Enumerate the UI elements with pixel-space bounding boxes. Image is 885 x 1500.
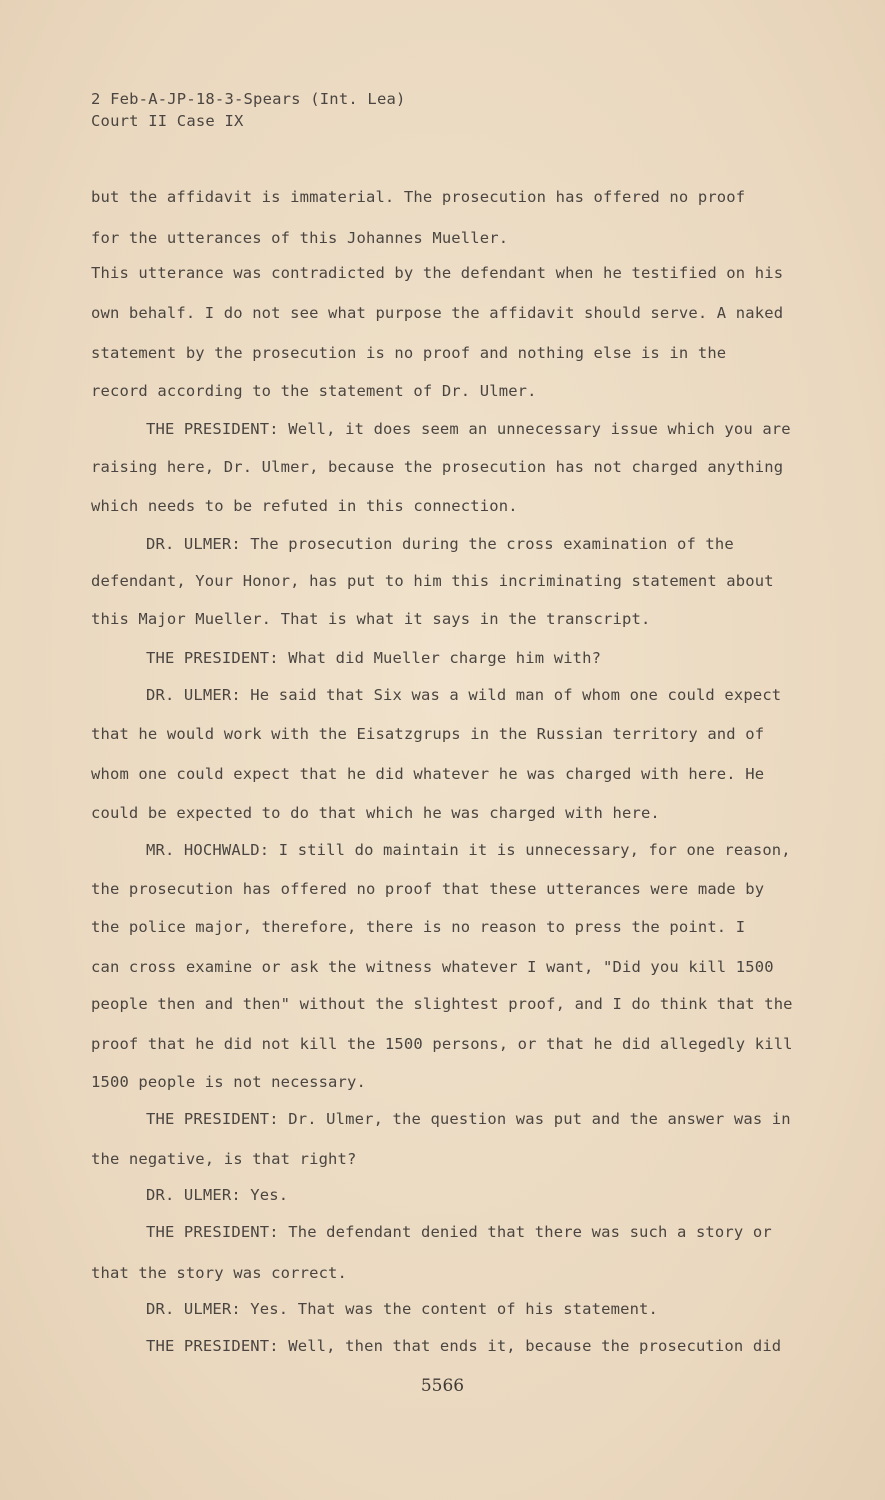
header-line-2: Court II Case IX xyxy=(91,112,244,130)
text-line: for the utterances of this Johannes Mueller. xyxy=(91,229,509,247)
text-line: THE PRESIDENT: Well, then that ends it, because the prosecution did xyxy=(146,1337,782,1355)
text-line: record according to the statement of Dr. Ulmer. xyxy=(91,382,537,400)
text-line: This utterance was contradicted by the defendant when he testified on his xyxy=(91,264,784,282)
text-line: 1500 people is not necessary. xyxy=(91,1073,366,1091)
header-line-1: 2 Feb-A-JP-18-3-Spears (Int. Lea) xyxy=(91,90,406,108)
text-line: the negative, is that right? xyxy=(91,1150,357,1168)
text-line: raising here, Dr. Ulmer, because the prosecution has not charged anything xyxy=(91,458,784,476)
text-line: the prosecution has offered no proof that these utterances were made by xyxy=(91,880,765,898)
text-line: THE PRESIDENT: Dr. Ulmer, the question was put and the answer was in xyxy=(146,1110,791,1128)
text-line: people then and then" without the slightest proof, and I do think that the xyxy=(91,995,793,1013)
text-line: which needs to be refuted in this connection. xyxy=(91,497,518,515)
text-line: statement by the prosecution is no proof and nothing else is in the xyxy=(91,344,727,362)
text-line: defendant, Your Honor, has put to him this incriminating statement about xyxy=(91,572,774,590)
text-line: own behalf. I do not see what purpose the affidavit should serve. A naked xyxy=(91,304,784,322)
text-line: that he would work with the Eisatzgrups in the Russian territory and of xyxy=(91,725,765,743)
text-line: THE PRESIDENT: The defendant denied that there was such a story or xyxy=(146,1223,772,1241)
text-line: MR. HOCHWALD: I still do maintain it is unnecessary, for one reason, xyxy=(146,841,791,859)
page-number: 5566 xyxy=(420,1376,465,1396)
text-line: THE PRESIDENT: What did Mueller charge him with? xyxy=(146,649,602,667)
text-line: proof that he did not kill the 1500 persons, or that he did allegedly kill xyxy=(91,1035,793,1053)
text-line: THE PRESIDENT: Well, it does seem an unnecessary issue which you are xyxy=(146,420,791,438)
document-header xyxy=(91,88,406,132)
text-line: whom one could expect that he did whatever he was charged with here. He xyxy=(91,765,765,783)
text-line: could be expected to do that which he was charged with here. xyxy=(91,804,660,822)
text-line: DR. ULMER: Yes. xyxy=(146,1186,289,1204)
text-line: the police major, therefore, there is no reason to press the point. I xyxy=(91,918,746,936)
text-line: DR. ULMER: He said that Six was a wild man of whom one could expect xyxy=(146,686,782,704)
text-line: DR. ULMER: The prosecution during the cross examination of the xyxy=(146,535,734,553)
text-line: this Major Mueller. That is what it says in the transcript. xyxy=(91,610,651,628)
text-line: can cross examine or ask the witness whatever I want, "Did you kill 1500 xyxy=(91,958,774,976)
text-line: DR. ULMER: Yes. That was the content of his statement. xyxy=(146,1300,659,1318)
text-line: that the story was correct. xyxy=(91,1264,348,1282)
text-line: but the affidavit is immaterial. The prosecution has offered no proof xyxy=(91,188,746,206)
